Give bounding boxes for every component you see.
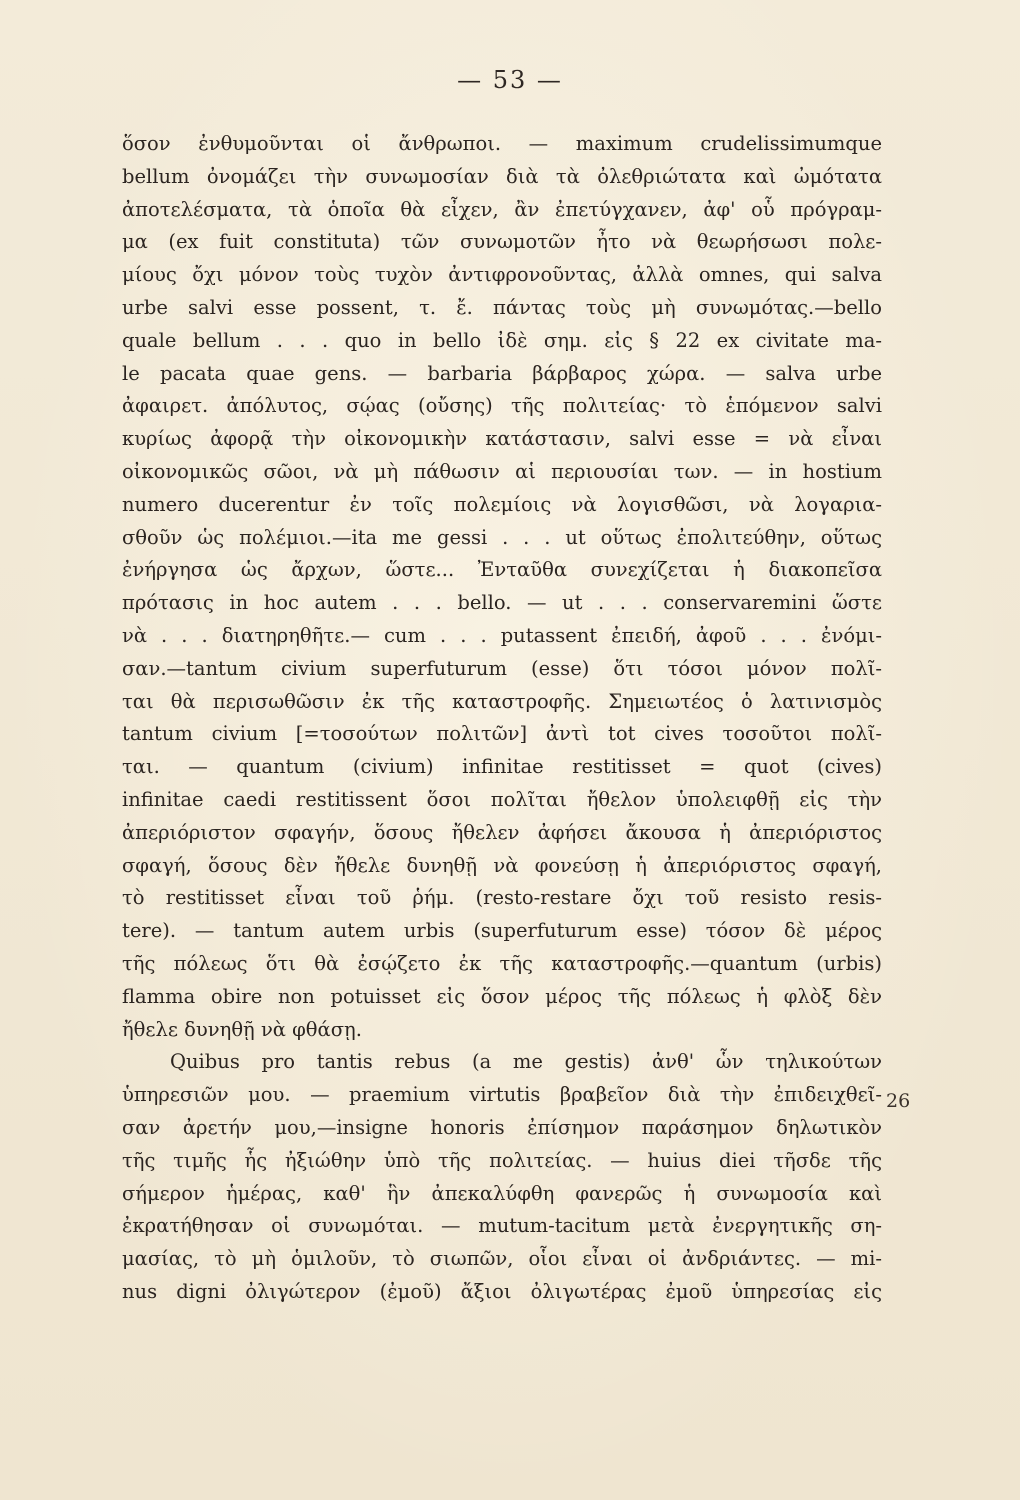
text-line: σθοῦν ὡς πολέμιοι.—ita me gessi . . . ut οὕτως ἐπολιτεύθην, οὕτως xyxy=(122,525,882,549)
text-line: ἀφαιρετ. ἀπόλυτος, σῴας (οὔσης) τῆς πολιτείας· τὸ ἑπόμενον salvi xyxy=(122,394,882,418)
margin-section-number: 26 xyxy=(886,1090,911,1112)
text-line: bellum ὀνομάζει τὴν συνωμοσίαν διὰ τὰ ὀλεθριώτατα καὶ ὠμότατα xyxy=(122,164,882,188)
text-line: flamma obire non potuisset εἰς ὅσον μέρος τῆς πόλεως ἡ φλὸξ δὲν xyxy=(122,984,882,1008)
text-line: οἰκονομικῶς σῶοι, νὰ μὴ πάθωσιν αἱ περιουσίαι των. — in hostium xyxy=(122,459,882,483)
text-line: σήμερον ἡμέρας, καθ' ἣν ἀπεκαλύφθη φανερῶς ἡ συνωμοσία καὶ xyxy=(122,1181,882,1205)
text-line: σφαγή, ὅσους δὲν ἤθελε δυνηθῇ νὰ φονεύσῃ ἡ ἀπεριόριστος σφαγή, xyxy=(122,853,882,877)
paragraph-start-line: Quibus pro tantis rebus (a me gestis) ἀνθ' ὧν τηλικούτων xyxy=(170,1050,882,1074)
text-line: ἐκρατήθησαν οἱ συνωμόται. — mutum-tacitum μετὰ ἐνεργητικῆς ση- xyxy=(122,1214,882,1238)
text-line: τῆς τιμῆς ἧς ἠξιώθην ὑπὸ τῆς πολιτείας. — huius diei τῆσδε τῆς xyxy=(122,1148,882,1172)
text-line: τὸ restitisset εἶναι τοῦ ῥήμ. (resto-restare ὄχι τοῦ resisto resis- xyxy=(122,886,882,910)
text-line: ὑπηρεσιῶν μου. — praemium virtutis βραβεῖον διὰ τὴν ἐπιδειχθεῖ- xyxy=(122,1083,882,1107)
text-line: tantum civium [=τοσούτων πολιτῶν] ἀντὶ tot cives τοσοῦτοι πολῖ- xyxy=(122,722,882,746)
text-line: ται θὰ περισωθῶσιν ἐκ τῆς καταστροφῆς. Σημειωτέος ὁ λατινισμὸς xyxy=(122,689,882,713)
body-text xyxy=(122,128,882,1309)
text-line: ὅσον ἐνθυμοῦνται οἱ ἄνθρωποι. — maximum crudelissimumque xyxy=(122,132,882,155)
text-line: κυρίως ἀφορᾷ τὴν οἰκονομικὴν κατάστασιν, salvi esse = νὰ εἶναι xyxy=(122,427,882,451)
text-line: infinitae caedi restitissent ὅσοι πολῖται ἤθελον ὑπολειφθῇ εἰς τὴν xyxy=(122,787,882,811)
text-line: ἐνήργησα ὡς ἄρχων, ὥστε... Ἐνταῦθα συνεχίζεται ἡ διακοπεῖσα xyxy=(122,558,882,582)
text-line: σαν ἀρετήν μου,—insigne honoris ἐπίσημον παράσημον δηλωτικὸν xyxy=(122,1115,882,1139)
text-line: ἀπεριόριστον σφαγήν, ὅσους ἤθελεν ἀφήσει ἄκουσα ἡ ἀπεριόριστος xyxy=(122,820,882,844)
text-line: nus digni ὀλιγώτερον (ἐμοῦ) ἄξιοι ὀλιγωτέρας ἐμοῦ ὑπηρεσίας εἰς xyxy=(122,1279,882,1303)
text-line: μα (ex fuit constituta) τῶν συνωμοτῶν ἦτο νὰ θεωρήσωσι πολε- xyxy=(122,230,882,254)
text-line: μασίας, τὸ μὴ ὁμιλοῦν, τὸ σιωπῶν, οἷοι εἶναι οἱ ἀνδριάντες. — mi- xyxy=(122,1247,882,1271)
text-line: tere). — tantum autem urbis (superfuturum esse) τόσον δὲ μέρος xyxy=(122,919,882,943)
text-line: quale bellum . . . quo in bello ἰδὲ σημ. εἰς § 22 ex civitate ma- xyxy=(122,328,882,352)
paragraph-end-line: ἤθελε δυνηθῇ νὰ φθάσῃ. xyxy=(122,1017,362,1041)
text-line: σαν.—tantum civium superfuturum (esse) ὅτι τόσοι μόνον πολῖ- xyxy=(122,656,882,680)
text-line: μίους ὄχι μόνον τοὺς τυχὸν ἀντιφρονοῦντας, ἀλλὰ omnes, qui salva xyxy=(122,263,882,287)
text-line: τῆς πόλεως ὅτι θὰ ἐσῴζετο ἐκ τῆς καταστροφῆς.—quantum (urbis) xyxy=(122,951,882,975)
text-line: numero ducerentur ἐν τοῖς πολεμίοις νὰ λογισθῶσι, νὰ λογαρια- xyxy=(122,492,882,516)
text-line: le pacata quae gens. — barbaria βάρβαρος χώρα. — salva urbe xyxy=(122,361,882,385)
page-number: — 53 — xyxy=(457,66,563,94)
text-line: ται. — quantum (civium) infinitae restitisset = quot (cives) xyxy=(122,755,882,779)
text-line: urbe salvi esse possent, τ. ἔ. πάντας τοὺς μὴ συνωμότας.—bello xyxy=(122,295,882,319)
text-line: πρότασις in hoc autem . . . bello. — ut . . . conservaremini ὥστε xyxy=(122,591,882,615)
text-line: νὰ . . . διατηρηθῆτε.— cum . . . putassent ἐπειδή, ἀφοῦ . . . ἐνόμι- xyxy=(122,623,882,647)
text-line: ἀποτελέσματα, τὰ ὁποῖα θὰ εἶχεν, ἂν ἐπετύγχανεν, ἀφ' οὗ πρόγραμ- xyxy=(122,197,882,221)
